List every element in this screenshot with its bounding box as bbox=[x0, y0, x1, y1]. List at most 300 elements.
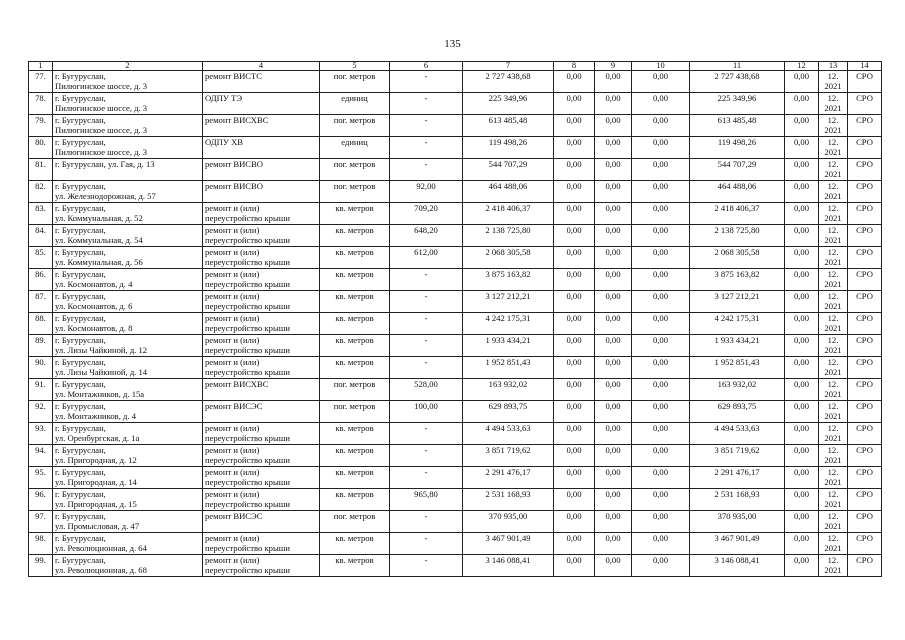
deadline-cell-text: 12. bbox=[827, 401, 839, 411]
fund-col12-cell-text: 0,00 bbox=[793, 467, 810, 477]
fund-col8-cell-text: 0,00 bbox=[566, 489, 582, 499]
fund-col11-cell-text: 2 291 476,17 bbox=[714, 467, 760, 477]
work-type-cell-text: переустройство крыши bbox=[205, 279, 290, 289]
address-cell-text: ул. Коммунальная, д. 54 bbox=[55, 235, 143, 245]
table-row bbox=[29, 313, 882, 335]
source-cell bbox=[848, 181, 882, 203]
source-cell-text: СРО bbox=[856, 71, 873, 81]
fund-col10-cell bbox=[632, 291, 690, 313]
total-cost-cell bbox=[463, 379, 554, 401]
work-type-cell bbox=[203, 71, 320, 93]
fund-col10-cell bbox=[632, 269, 690, 291]
table-row bbox=[29, 203, 882, 225]
work-type-cell-text: ремонт ВИСВО bbox=[205, 181, 263, 191]
deadline-cell bbox=[819, 291, 848, 313]
deadline-cell-text: 2021 bbox=[824, 213, 842, 223]
fund-col11-cell-text: 1 933 434,21 bbox=[714, 335, 760, 345]
unit-cell-text: кв. метров bbox=[335, 533, 374, 543]
fund-col9-cell-text: 0,00 bbox=[605, 423, 621, 433]
deadline-cell-text: 2021 bbox=[824, 345, 842, 355]
unit-cell bbox=[320, 203, 390, 225]
quantity-cell bbox=[390, 225, 463, 247]
unit-cell-text: кв. метров bbox=[335, 203, 374, 213]
source-cell-text: СРО bbox=[856, 203, 873, 213]
address-cell-text: г. Бугуруслан, bbox=[55, 511, 106, 521]
fund-col11-cell-text: 3 875 163,82 bbox=[714, 269, 760, 279]
fund-col8-cell bbox=[554, 555, 595, 577]
fund-col9-cell bbox=[595, 203, 632, 225]
quantity-cell bbox=[390, 379, 463, 401]
deadline-cell-text: 2021 bbox=[824, 191, 842, 201]
total-cost-cell-text: 2 068 305,58 bbox=[485, 247, 531, 257]
address-cell-text: г. Бугуруслан, bbox=[55, 533, 106, 543]
work-type-cell-text: ремонт ВИСЭС bbox=[205, 401, 263, 411]
table-row bbox=[29, 401, 882, 423]
unit-cell-text: кв. метров bbox=[335, 555, 374, 565]
fund-col10-cell bbox=[632, 247, 690, 269]
row-number-cell-text: 95. bbox=[35, 467, 46, 477]
address-cell bbox=[53, 533, 203, 555]
work-type-cell bbox=[203, 93, 320, 115]
quantity-cell-text: - bbox=[424, 137, 428, 147]
address-cell-text: г. Бугуруслан, bbox=[55, 93, 106, 103]
address-cell-text: ул. Революционная, д. 68 bbox=[55, 565, 147, 575]
work-type-cell-text: ремонт ВИСХВС bbox=[205, 115, 269, 125]
deadline-cell-text: 12. bbox=[827, 247, 839, 257]
address-cell-text: ул. Пригородная, д. 14 bbox=[55, 477, 137, 487]
deadline-cell-text: 12. bbox=[827, 357, 839, 367]
fund-col10-cell-text: 0,00 bbox=[652, 511, 669, 521]
fund-col9-cell bbox=[595, 489, 632, 511]
source-cell-text: СРО bbox=[856, 357, 873, 367]
total-cost-cell bbox=[463, 555, 554, 577]
fund-col9-cell bbox=[595, 247, 632, 269]
work-type-cell bbox=[203, 225, 320, 247]
table-row bbox=[29, 71, 882, 93]
fund-col8-cell-text: 0,00 bbox=[566, 445, 582, 455]
unit-cell-text: пог. метров bbox=[333, 71, 376, 81]
row-number-cell-text: 85. bbox=[35, 247, 46, 257]
fund-col8-cell-text: 0,00 bbox=[566, 555, 582, 565]
fund-col8-cell-text: 0,00 bbox=[566, 71, 582, 81]
address-cell-text: г. Бугуруслан, bbox=[55, 115, 106, 125]
quantity-cell bbox=[390, 203, 463, 225]
deadline-cell-text: 12. bbox=[827, 467, 839, 477]
fund-col8-cell bbox=[554, 489, 595, 511]
total-cost-cell-text: 163 932,02 bbox=[488, 379, 528, 389]
fund-col9-cell bbox=[595, 137, 632, 159]
table-row bbox=[29, 137, 882, 159]
deadline-cell-text: 2021 bbox=[824, 433, 842, 443]
fund-col9-cell bbox=[595, 445, 632, 467]
fund-col8-cell bbox=[554, 401, 595, 423]
deadline-cell bbox=[819, 159, 848, 181]
deadline-cell-text: 2021 bbox=[824, 301, 842, 311]
fund-col9-cell bbox=[595, 71, 632, 93]
unit-cell bbox=[320, 533, 390, 555]
address-cell bbox=[53, 335, 203, 357]
row-number-cell-text: 80. bbox=[35, 137, 46, 147]
deadline-cell-text: 2021 bbox=[824, 323, 842, 333]
work-type-cell bbox=[203, 555, 320, 577]
address-cell-text: Пилюгинское шоссе, д. 3 bbox=[55, 147, 148, 157]
fund-col12-cell bbox=[785, 291, 819, 313]
total-cost-cell bbox=[463, 401, 554, 423]
fund-col10-cell-text: 0,00 bbox=[652, 379, 669, 389]
total-cost-cell-text: 3 146 088,41 bbox=[485, 555, 531, 565]
fund-col12-cell-text: 0,00 bbox=[793, 533, 810, 543]
total-cost-cell-text: 2 291 476,17 bbox=[485, 467, 531, 477]
address-cell-text: ул. Космонавтов, д. 6 bbox=[55, 301, 133, 311]
work-type-cell-text: переустройство крыши bbox=[205, 543, 290, 553]
quantity-cell-text: - bbox=[424, 511, 428, 521]
row-number-cell bbox=[29, 335, 53, 357]
work-type-cell-text: ремонт и (или) bbox=[205, 533, 260, 543]
quantity-cell-text: - bbox=[424, 445, 428, 455]
unit-cell bbox=[320, 423, 390, 445]
fund-col10-cell-text: 0,00 bbox=[652, 93, 669, 103]
fund-col11-cell bbox=[690, 291, 785, 313]
fund-col12-cell-text: 0,00 bbox=[793, 401, 810, 411]
quantity-cell bbox=[390, 291, 463, 313]
work-type-cell-text: ОДПУ ХВ bbox=[205, 137, 244, 147]
row-number-cell-text: 90. bbox=[35, 357, 46, 367]
deadline-cell bbox=[819, 247, 848, 269]
total-cost-cell-text: 4 242 175,31 bbox=[485, 313, 531, 323]
fund-col9-cell-text: 0,00 bbox=[605, 225, 621, 235]
total-cost-cell-text: 464 488,06 bbox=[488, 181, 528, 191]
deadline-cell-text: 2021 bbox=[824, 235, 842, 245]
total-cost-cell-text: 370 935,00 bbox=[488, 511, 528, 521]
fund-col10-cell bbox=[632, 159, 690, 181]
address-cell bbox=[53, 489, 203, 511]
source-cell-text: СРО bbox=[856, 225, 873, 235]
quantity-cell-text: - bbox=[424, 115, 428, 125]
source-cell bbox=[848, 555, 882, 577]
fund-col11-cell-text: 3 146 088,41 bbox=[714, 555, 760, 565]
address-cell-text: Пилюгинское шоссе, д. 3 bbox=[55, 103, 148, 113]
deadline-cell-text: 12. bbox=[827, 225, 839, 235]
deadline-cell-text: 2021 bbox=[824, 565, 842, 575]
work-type-cell-text: переустройство крыши bbox=[205, 433, 290, 443]
table-row bbox=[29, 335, 882, 357]
row-number-cell bbox=[29, 137, 53, 159]
fund-col11-cell bbox=[690, 401, 785, 423]
quantity-cell bbox=[390, 445, 463, 467]
deadline-cell-text: 2021 bbox=[824, 169, 842, 179]
fund-col11-cell-text: 2 531 168,93 bbox=[714, 489, 760, 499]
total-cost-cell-text: 225 349,96 bbox=[488, 93, 528, 103]
total-cost-cell-text: 1 933 434,21 bbox=[485, 335, 531, 345]
deadline-cell-text: 12. bbox=[827, 291, 839, 301]
fund-col11-cell-text: 629 893,75 bbox=[717, 401, 757, 411]
fund-col11-cell bbox=[690, 423, 785, 445]
fund-col10-cell bbox=[632, 511, 690, 533]
row-number-cell bbox=[29, 71, 53, 93]
column-header: 14 bbox=[848, 62, 882, 71]
fund-col9-cell bbox=[595, 115, 632, 137]
unit-cell bbox=[320, 247, 390, 269]
fund-col9-cell-text: 0,00 bbox=[605, 93, 621, 103]
quantity-cell-text: - bbox=[424, 555, 428, 565]
deadline-cell bbox=[819, 313, 848, 335]
unit-cell bbox=[320, 313, 390, 335]
fund-col11-cell bbox=[690, 269, 785, 291]
deadline-cell-text: 12. bbox=[827, 379, 839, 389]
row-number-cell bbox=[29, 225, 53, 247]
fund-col8-cell-text: 0,00 bbox=[566, 291, 582, 301]
column-header: 4 bbox=[203, 62, 320, 71]
total-cost-cell-text: 613 485,48 bbox=[488, 115, 528, 125]
address-cell bbox=[53, 115, 203, 137]
row-number-cell bbox=[29, 269, 53, 291]
address-cell bbox=[53, 225, 203, 247]
row-number-cell-text: 96. bbox=[35, 489, 46, 499]
fund-col8-cell bbox=[554, 533, 595, 555]
address-cell-text: г. Бугуруслан, bbox=[55, 335, 106, 345]
table-row bbox=[29, 247, 882, 269]
fund-col12-cell-text: 0,00 bbox=[793, 445, 810, 455]
deadline-cell bbox=[819, 533, 848, 555]
address-cell-text: г. Бугуруслан, bbox=[55, 181, 106, 191]
fund-col11-cell bbox=[690, 313, 785, 335]
address-cell-text: г. Бугуруслан, bbox=[55, 423, 106, 433]
work-type-cell bbox=[203, 445, 320, 467]
deadline-cell bbox=[819, 511, 848, 533]
work-type-cell-text: ремонт и (или) bbox=[205, 313, 260, 323]
quantity-cell-text: - bbox=[424, 533, 428, 543]
row-number-cell bbox=[29, 181, 53, 203]
fund-col11-cell bbox=[690, 137, 785, 159]
work-type-cell bbox=[203, 489, 320, 511]
fund-col9-cell-text: 0,00 bbox=[605, 533, 621, 543]
work-type-cell-text: ремонт и (или) bbox=[205, 225, 260, 235]
table-row bbox=[29, 467, 882, 489]
total-cost-cell-text: 544 707,29 bbox=[488, 159, 528, 169]
fund-col9-cell bbox=[595, 467, 632, 489]
fund-col9-cell-text: 0,00 bbox=[605, 137, 621, 147]
address-cell-text: г. Бугуруслан, bbox=[55, 71, 106, 81]
fund-col10-cell-text: 0,00 bbox=[652, 533, 669, 543]
deadline-cell-text: 2021 bbox=[824, 81, 842, 91]
source-cell bbox=[848, 115, 882, 137]
work-type-cell-text: ремонт и (или) bbox=[205, 269, 260, 279]
work-type-cell bbox=[203, 467, 320, 489]
fund-col8-cell-text: 0,00 bbox=[566, 137, 582, 147]
address-cell bbox=[53, 203, 203, 225]
total-cost-cell bbox=[463, 467, 554, 489]
column-header: 2 bbox=[53, 62, 203, 71]
fund-col12-cell-text: 0,00 bbox=[793, 115, 810, 125]
unit-cell-text: кв. метров bbox=[335, 225, 374, 235]
fund-col8-cell-text: 0,00 bbox=[566, 181, 582, 191]
register-table bbox=[28, 61, 882, 577]
work-type-cell-text: ремонт и (или) bbox=[205, 489, 260, 499]
row-number-cell-text: 87. bbox=[35, 291, 46, 301]
fund-col9-cell-text: 0,00 bbox=[605, 467, 621, 477]
total-cost-cell-text: 2 531 168,93 bbox=[485, 489, 531, 499]
work-type-cell bbox=[203, 401, 320, 423]
address-cell bbox=[53, 357, 203, 379]
address-cell bbox=[53, 247, 203, 269]
unit-cell-text: пог. метров bbox=[333, 181, 376, 191]
fund-col10-cell bbox=[632, 93, 690, 115]
quantity-cell-text: - bbox=[424, 291, 428, 301]
fund-col8-cell-text: 0,00 bbox=[566, 423, 582, 433]
work-type-cell-text: ремонт и (или) bbox=[205, 203, 260, 213]
address-cell-text: ул. Железнодорожная, д. 57 bbox=[55, 191, 156, 201]
unit-cell-text: кв. метров bbox=[335, 489, 374, 499]
deadline-cell bbox=[819, 93, 848, 115]
fund-col12-cell-text: 0,00 bbox=[793, 423, 810, 433]
fund-col10-cell-text: 0,00 bbox=[652, 203, 669, 213]
work-type-cell-text: ремонт и (или) bbox=[205, 555, 260, 565]
row-number-cell bbox=[29, 203, 53, 225]
total-cost-cell bbox=[463, 247, 554, 269]
fund-col11-cell bbox=[690, 555, 785, 577]
address-cell-text: ул. Монтажников, д. 4 bbox=[55, 411, 136, 421]
address-cell bbox=[53, 445, 203, 467]
fund-col10-cell bbox=[632, 533, 690, 555]
fund-col10-cell bbox=[632, 137, 690, 159]
fund-col9-cell-text: 0,00 bbox=[605, 159, 621, 169]
work-type-cell-text: ремонт и (или) bbox=[205, 445, 260, 455]
table-row bbox=[29, 511, 882, 533]
address-cell-text: Пилюгинское шоссе, д. 3 bbox=[55, 81, 148, 91]
total-cost-cell bbox=[463, 313, 554, 335]
total-cost-cell-text: 2 138 725,80 bbox=[485, 225, 531, 235]
fund-col10-cell-text: 0,00 bbox=[652, 247, 669, 257]
work-type-cell-text: переустройство крыши bbox=[205, 455, 290, 465]
work-type-cell-text: ремонт и (или) bbox=[205, 335, 260, 345]
fund-col11-cell-text: 544 707,29 bbox=[717, 159, 757, 169]
total-cost-cell-text: 2 418 406,37 bbox=[485, 203, 531, 213]
fund-col8-cell bbox=[554, 313, 595, 335]
source-cell-text: СРО bbox=[856, 467, 873, 477]
unit-cell-text: кв. метров bbox=[335, 335, 374, 345]
table-row bbox=[29, 489, 882, 511]
address-cell-text: ул. Пригородная, д. 15 bbox=[55, 499, 137, 509]
quantity-cell bbox=[390, 181, 463, 203]
address-cell-text: ул. Промысловая, д. 47 bbox=[55, 521, 140, 531]
row-number-cell bbox=[29, 445, 53, 467]
work-type-cell bbox=[203, 357, 320, 379]
address-cell bbox=[53, 93, 203, 115]
work-type-cell-text: ремонт и (или) bbox=[205, 247, 260, 257]
quantity-cell bbox=[390, 159, 463, 181]
address-cell-text: ул. Лизы Чайкиной, д. 12 bbox=[55, 345, 148, 355]
fund-col8-cell bbox=[554, 137, 595, 159]
fund-col12-cell-text: 0,00 bbox=[793, 357, 810, 367]
fund-col11-cell bbox=[690, 445, 785, 467]
total-cost-cell bbox=[463, 159, 554, 181]
source-cell-text: СРО bbox=[856, 93, 873, 103]
fund-col10-cell bbox=[632, 181, 690, 203]
row-number-cell bbox=[29, 115, 53, 137]
fund-col8-cell-text: 0,00 bbox=[566, 159, 582, 169]
table-row bbox=[29, 159, 882, 181]
address-cell bbox=[53, 159, 203, 181]
fund-col9-cell bbox=[595, 313, 632, 335]
work-type-cell-text: ОДПУ ТЭ bbox=[205, 93, 243, 103]
deadline-cell-text: 12. bbox=[827, 445, 839, 455]
unit-cell bbox=[320, 445, 390, 467]
fund-col11-cell-text: 2 727 438,68 bbox=[714, 71, 760, 81]
fund-col8-cell-text: 0,00 bbox=[566, 357, 582, 367]
address-cell bbox=[53, 269, 203, 291]
fund-col9-cell-text: 0,00 bbox=[605, 335, 621, 345]
fund-col9-cell bbox=[595, 225, 632, 247]
fund-col11-cell-text: 3 467 901,49 bbox=[714, 533, 760, 543]
fund-col8-cell-text: 0,00 bbox=[566, 203, 582, 213]
deadline-cell-text: 12. bbox=[827, 511, 839, 521]
column-header: 12 bbox=[785, 62, 819, 71]
column-header: 11 bbox=[690, 62, 785, 71]
total-cost-cell bbox=[463, 181, 554, 203]
fund-col12-cell-text: 0,00 bbox=[793, 225, 810, 235]
fund-col10-cell-text: 0,00 bbox=[652, 555, 669, 565]
fund-col12-cell-text: 0,00 bbox=[793, 269, 810, 279]
source-cell-text: СРО bbox=[856, 423, 873, 433]
deadline-cell bbox=[819, 423, 848, 445]
quantity-cell-text: 100,00 bbox=[414, 401, 438, 411]
table-row bbox=[29, 445, 882, 467]
address-cell-text: ул. Монтажников, д. 15а bbox=[55, 389, 145, 399]
unit-cell-text: кв. метров bbox=[335, 467, 374, 477]
fund-col12-cell bbox=[785, 467, 819, 489]
page-number: 135 bbox=[444, 38, 461, 50]
fund-col12-cell-text: 0,00 bbox=[793, 489, 810, 499]
address-cell-text: г. Бугуруслан, bbox=[55, 357, 106, 367]
table-row bbox=[29, 225, 882, 247]
fund-col11-cell-text: 2 418 406,37 bbox=[714, 203, 760, 213]
row-number-cell bbox=[29, 555, 53, 577]
fund-col12-cell bbox=[785, 423, 819, 445]
quantity-cell bbox=[390, 247, 463, 269]
deadline-cell-text: 2021 bbox=[824, 477, 842, 487]
fund-col11-cell bbox=[690, 533, 785, 555]
fund-col10-cell-text: 0,00 bbox=[652, 137, 669, 147]
deadline-cell-text: 12. bbox=[827, 533, 839, 543]
source-cell bbox=[848, 269, 882, 291]
fund-col8-cell bbox=[554, 379, 595, 401]
fund-col12-cell-text: 0,00 bbox=[793, 511, 810, 521]
fund-col11-cell bbox=[690, 71, 785, 93]
quantity-cell-text: - bbox=[424, 313, 428, 323]
source-cell-text: СРО bbox=[856, 401, 873, 411]
quantity-cell bbox=[390, 511, 463, 533]
source-cell-text: СРО bbox=[856, 247, 873, 257]
quantity-cell bbox=[390, 489, 463, 511]
address-cell bbox=[53, 555, 203, 577]
fund-col12-cell bbox=[785, 159, 819, 181]
column-header: 6 bbox=[390, 62, 463, 71]
row-number-cell bbox=[29, 313, 53, 335]
fund-col8-cell-text: 0,00 bbox=[566, 115, 582, 125]
row-number-cell bbox=[29, 401, 53, 423]
work-type-cell-text: ремонт и (или) bbox=[205, 291, 260, 301]
fund-col10-cell-text: 0,00 bbox=[652, 269, 669, 279]
fund-col8-cell-text: 0,00 bbox=[566, 401, 582, 411]
row-number-cell-text: 91. bbox=[35, 379, 46, 389]
fund-col9-cell-text: 0,00 bbox=[605, 379, 621, 389]
table-row bbox=[29, 423, 882, 445]
total-cost-cell-text: 3 467 901,49 bbox=[485, 533, 531, 543]
total-cost-cell bbox=[463, 357, 554, 379]
row-number-cell-text: 84. bbox=[35, 225, 46, 235]
work-type-cell bbox=[203, 335, 320, 357]
deadline-cell-text: 2021 bbox=[824, 257, 842, 267]
